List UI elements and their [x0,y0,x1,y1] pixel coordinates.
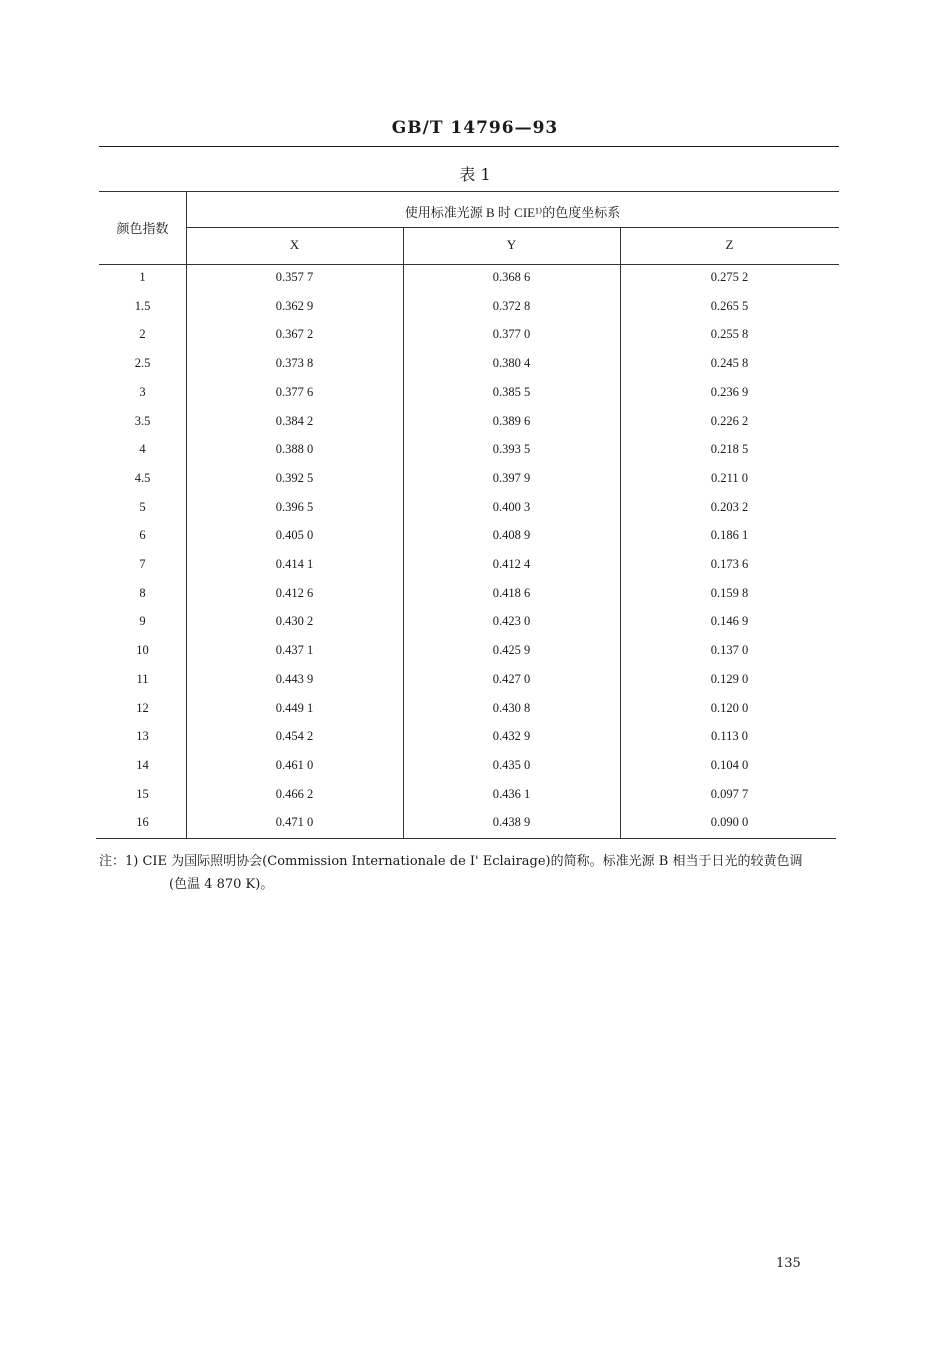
cell-x: 0.443 9 [275,671,314,686]
cell-y: 0.372 8 [492,298,531,313]
cell-z: 0.211 0 [710,470,749,485]
cell-z: 0.113 0 [710,729,749,744]
row-header-label: 颜色指数 [116,221,169,236]
document-header: GB/T 14796—93 [391,118,559,138]
cell-y: 0.427 0 [492,671,531,686]
cell-y: 0.412 4 [492,557,531,571]
cell-z: 0.203 2 [710,499,749,514]
cell-index: 6 [139,528,146,543]
cell-index: 3.5 [134,413,151,428]
cell-x: 0.362 9 [275,298,314,313]
cell-y: 0.435 0 [492,757,531,772]
cell-z: 0.265 5 [710,298,749,313]
cell-z: 0.173 6 [710,557,749,571]
cell-x: 0.437 1 [275,643,314,658]
cell-index: 4 [139,442,146,457]
cell-x: 0.367 2 [275,327,314,342]
cell-y: 0.393 5 [492,442,531,457]
cell-y: 0.389 6 [492,413,531,428]
cell-y: 0.385 5 [492,384,531,399]
table-bottom-rule [96,838,836,839]
cell-index: 15 [136,786,149,801]
cell-x: 0.357 7 [275,270,314,284]
cell-x: 0.454 2 [275,729,314,744]
cell-index: 5 [139,499,146,514]
cell-index: 9 [139,614,146,629]
cell-y: 0.377 0 [492,327,531,342]
cell-x: 0.430 2 [275,614,314,629]
column-header-z: Z [725,237,734,252]
cell-y: 0.423 0 [492,614,531,629]
cell-y: 0.432 9 [492,729,531,744]
cell-y: 0.438 9 [492,815,531,830]
cell-index: 4.5 [134,470,151,485]
cell-z: 0.245 8 [710,356,749,371]
cell-z: 0.146 9 [710,614,749,629]
cell-y: 0.408 9 [492,528,531,543]
column-header-rule [99,264,839,265]
cell-z: 0.218 5 [710,442,749,457]
cell-x: 0.373 8 [275,356,314,371]
cell-y: 0.380 4 [492,356,531,371]
group-header-rule [186,227,839,228]
cell-z: 0.186 1 [710,528,749,543]
cell-index: 2.5 [134,356,151,371]
cell-index: 16 [136,815,149,830]
cell-index: 1 [139,270,146,284]
cell-index: 14 [136,757,149,772]
cell-index: 3 [139,384,146,399]
cell-x: 0.414 1 [275,557,314,571]
cell-z: 0.129 0 [710,671,749,686]
cell-index: 2 [139,327,146,342]
cell-z: 0.104 0 [710,757,749,772]
cell-x: 0.471 0 [275,815,314,830]
cell-index: 11 [136,671,149,686]
cell-x: 0.396 5 [275,499,314,514]
cell-y: 0.436 1 [492,786,531,801]
cell-x: 0.405 0 [275,528,314,543]
cell-x: 0.384 2 [275,413,314,428]
table-caption: 表 1 [459,165,491,184]
cell-z: 0.255 8 [710,327,749,342]
cell-index: 8 [139,585,146,600]
footnote-line-2: (色温 4 870 K)。 [169,877,274,892]
cell-x: 0.412 6 [275,585,314,600]
cell-y: 0.368 6 [492,270,531,284]
cell-z: 0.120 0 [710,700,749,715]
cell-z: 0.275 2 [710,270,749,284]
cell-x: 0.392 5 [275,470,314,485]
cell-x: 0.466 2 [275,786,314,801]
cell-index: 12 [136,700,149,715]
cell-index: 1.5 [134,298,151,313]
cell-z: 0.159 8 [710,585,749,600]
group-header-label: 使用标准光源 B 时 CIE¹⁾的色度坐标系 [404,205,621,220]
page-number: 135 [776,1256,801,1271]
cell-x: 0.377 6 [275,384,314,399]
cell-index: 13 [136,729,149,744]
cell-y: 0.425 9 [492,643,531,658]
cell-y: 0.430 8 [492,700,531,715]
table-top-rule [99,191,839,192]
cell-y: 0.418 6 [492,585,531,600]
cell-y: 0.400 3 [492,499,531,514]
header-rule [99,146,839,147]
cell-x: 0.388 0 [275,442,314,457]
table-footnote [99,850,859,896]
cell-index: 10 [136,643,149,658]
cell-y: 0.397 9 [492,470,531,485]
cell-index: 7 [139,557,146,571]
cell-z: 0.226 2 [710,413,749,428]
footnote-line-1: 注：1) CIE 为国际照明协会(Commission Internationale de I' Eclairage)的简称。标准光源 B 相当于日光的较黄色调 [99,854,803,869]
cell-x: 0.461 0 [275,757,314,772]
column-header-y: Y [506,237,517,252]
cell-x: 0.449 1 [275,700,314,715]
cell-z: 0.090 0 [710,815,749,830]
cell-z: 0.137 0 [710,643,749,658]
cell-z: 0.097 7 [710,786,749,801]
cell-z: 0.236 9 [710,384,749,399]
column-header-x: X [289,237,300,252]
